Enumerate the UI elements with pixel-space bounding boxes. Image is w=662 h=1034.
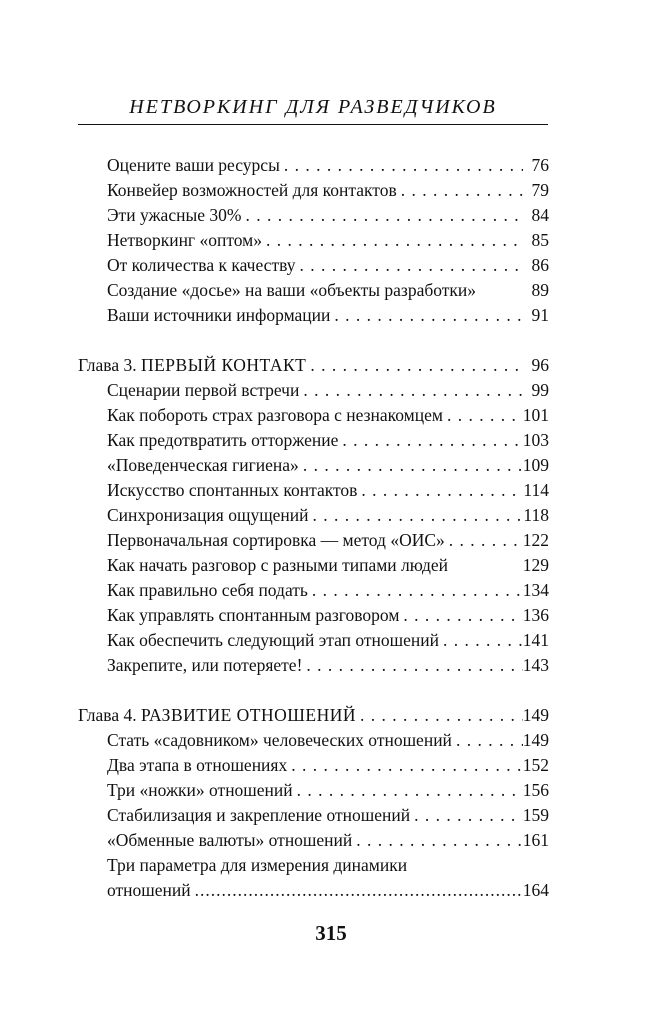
toc-entry-title: Конвейер возможностей для контактов bbox=[107, 180, 397, 200]
toc-entry-page: 101 bbox=[522, 405, 549, 425]
toc-entry-title: Искусство спонтанных контактов bbox=[107, 480, 358, 500]
chapter-label: Глава 4. bbox=[78, 705, 137, 725]
toc-entry bbox=[107, 803, 549, 828]
toc-entry bbox=[107, 528, 549, 553]
toc-entry bbox=[107, 153, 549, 178]
toc-entry-page: 99 bbox=[531, 380, 549, 400]
toc-chapter bbox=[78, 703, 549, 728]
toc-entry-title-line1: Три параметра для измерения динамики bbox=[107, 855, 408, 875]
header-rule bbox=[78, 124, 548, 125]
toc-entry-title: Нетворкинг «оптом» bbox=[107, 230, 263, 250]
toc-chapter bbox=[78, 353, 549, 378]
toc-entry-title: Как обеспечить следующий этап отношений bbox=[107, 630, 439, 650]
dot-leader bbox=[191, 878, 523, 903]
toc-entry-page: 134 bbox=[522, 580, 549, 600]
toc-entry-page: 109 bbox=[522, 455, 549, 475]
toc-entry-page: 136 bbox=[522, 605, 549, 625]
dot-leader bbox=[299, 378, 523, 403]
toc-entry-page: 114 bbox=[523, 480, 549, 500]
toc-entry-title: Как правильно себя подать bbox=[107, 580, 308, 600]
toc-entry bbox=[107, 403, 549, 428]
toc-entry bbox=[107, 628, 549, 653]
toc-entry bbox=[107, 603, 549, 628]
toc-entry-title: Стабилизация и закрепление отношений bbox=[107, 805, 411, 825]
table-of-contents bbox=[78, 153, 549, 903]
dot-leader bbox=[356, 703, 523, 728]
toc-entry-page: 141 bbox=[522, 630, 549, 650]
toc-entry-title: Два этапа в отношениях bbox=[107, 755, 288, 775]
toc-entry bbox=[107, 778, 549, 803]
toc-entry-page: 159 bbox=[522, 805, 549, 825]
dot-leader bbox=[296, 253, 523, 278]
dot-leader bbox=[443, 403, 523, 428]
toc-entry-title: Закрепите, или потеряете! bbox=[107, 655, 303, 675]
toc-entry-page: 86 bbox=[531, 255, 549, 275]
toc-entry-page: 152 bbox=[522, 755, 549, 775]
toc-entry-title: Как начать разговор с разными типами людей bbox=[107, 555, 449, 575]
dot-leader bbox=[338, 428, 522, 453]
dot-leader bbox=[397, 178, 523, 203]
dot-leader bbox=[399, 603, 522, 628]
dot-leader bbox=[299, 453, 523, 478]
toc-entry-page: 143 bbox=[522, 655, 549, 675]
toc-entry-page: 129 bbox=[522, 555, 549, 575]
dot-leader bbox=[302, 653, 522, 678]
dot-leader bbox=[293, 778, 523, 803]
toc-entry bbox=[107, 753, 549, 778]
dot-leader bbox=[410, 803, 523, 828]
toc-entry-page: 103 bbox=[522, 430, 549, 450]
toc-entry-page: 149 bbox=[522, 705, 549, 725]
toc-entry bbox=[107, 828, 549, 853]
dot-leader bbox=[308, 578, 523, 603]
toc-entry-page: 161 bbox=[522, 830, 549, 850]
toc-entry bbox=[107, 303, 549, 328]
dot-leader bbox=[262, 228, 523, 253]
toc-entry-page: 79 bbox=[531, 180, 549, 200]
toc-entry bbox=[107, 203, 549, 228]
toc-entry bbox=[107, 253, 549, 278]
toc-entry-page: 122 bbox=[522, 530, 549, 550]
toc-entry bbox=[107, 228, 549, 253]
toc-entry-title: Оцените ваши ресурсы bbox=[107, 155, 280, 175]
toc-entry bbox=[107, 278, 549, 303]
toc-entry-page: 91 bbox=[531, 305, 549, 325]
toc-entry-title: Как управлять спонтанным разговором bbox=[107, 605, 400, 625]
toc-entry bbox=[107, 503, 549, 528]
toc-entry-title: Первоначальная сортировка — метод «ОИС» bbox=[107, 530, 445, 550]
toc-entry-page: 149 bbox=[522, 730, 549, 750]
toc-entry-title: Ваши источники информации bbox=[107, 305, 331, 325]
toc-entry bbox=[107, 178, 549, 203]
toc-entry bbox=[107, 553, 549, 578]
toc-entry-page: 89 bbox=[531, 280, 549, 300]
toc-entry-title-line2: отношений bbox=[107, 880, 191, 900]
toc-entry-page: 96 bbox=[531, 355, 549, 375]
page-number: 315 bbox=[315, 921, 347, 945]
toc-entry bbox=[107, 653, 549, 678]
toc-entry-page: 118 bbox=[523, 505, 549, 525]
toc-entry-title: От количества к качеству bbox=[107, 255, 296, 275]
chapter-title bbox=[78, 353, 306, 378]
toc-entry bbox=[107, 428, 549, 453]
toc-entry-title: «Обменные валюты» отношений bbox=[107, 830, 353, 850]
dot-leader bbox=[452, 728, 523, 753]
toc-entry-page: 85 bbox=[531, 230, 549, 250]
toc-entry-page: 156 bbox=[522, 780, 549, 800]
dot-leader bbox=[241, 203, 523, 228]
toc-entry-title: Три «ножки» отношений bbox=[107, 780, 293, 800]
toc-entry-title: Как побороть страх разговора с незнакомцем bbox=[107, 405, 443, 425]
toc-entry bbox=[107, 578, 549, 603]
toc-entry-title: Эти ужасные 30% bbox=[107, 205, 242, 225]
chapter-name: РАЗВИТИЕ ОТНОШЕНИЙ bbox=[140, 705, 357, 725]
chapter-title bbox=[78, 703, 356, 728]
toc-entry-title: Сценарии первой встречи bbox=[107, 380, 300, 400]
toc-entry-title: «Поведенческая гигиена» bbox=[107, 455, 299, 475]
dot-leader bbox=[306, 353, 523, 378]
toc-entry bbox=[107, 478, 549, 503]
toc-entry-page: 76 bbox=[531, 155, 549, 175]
dot-leader bbox=[280, 153, 523, 178]
dot-leader bbox=[445, 528, 523, 553]
dot-leader bbox=[352, 828, 522, 853]
toc-entry-page: 164 bbox=[522, 880, 549, 900]
chapter-label: Глава 3. bbox=[78, 355, 137, 375]
toc-entry bbox=[107, 728, 549, 753]
dot-leader bbox=[357, 478, 523, 503]
toc-entry-title: Синхронизация ощущений bbox=[107, 505, 309, 525]
toc-entry-page: 84 bbox=[531, 205, 549, 225]
toc-entry-title: Стать «садовником» человеческих отношений bbox=[107, 730, 452, 750]
running-header: НЕТВОРКИНГ ДЛЯ РАЗВЕДЧИКОВ bbox=[129, 96, 497, 118]
toc-entry-title: Создание «досье» на ваши «объекты разработки» bbox=[107, 280, 477, 300]
chapter-name: ПЕРВЫЙ КОНТАКТ bbox=[140, 355, 307, 375]
dot-leader bbox=[439, 628, 523, 653]
toc-entry bbox=[107, 378, 549, 403]
toc-entry bbox=[107, 878, 549, 903]
toc-entry bbox=[107, 453, 549, 478]
dot-leader bbox=[309, 503, 523, 528]
dot-leader bbox=[287, 753, 523, 778]
dot-leader bbox=[330, 303, 523, 328]
toc-entry-title: Как предотвратить отторжение bbox=[107, 430, 339, 450]
